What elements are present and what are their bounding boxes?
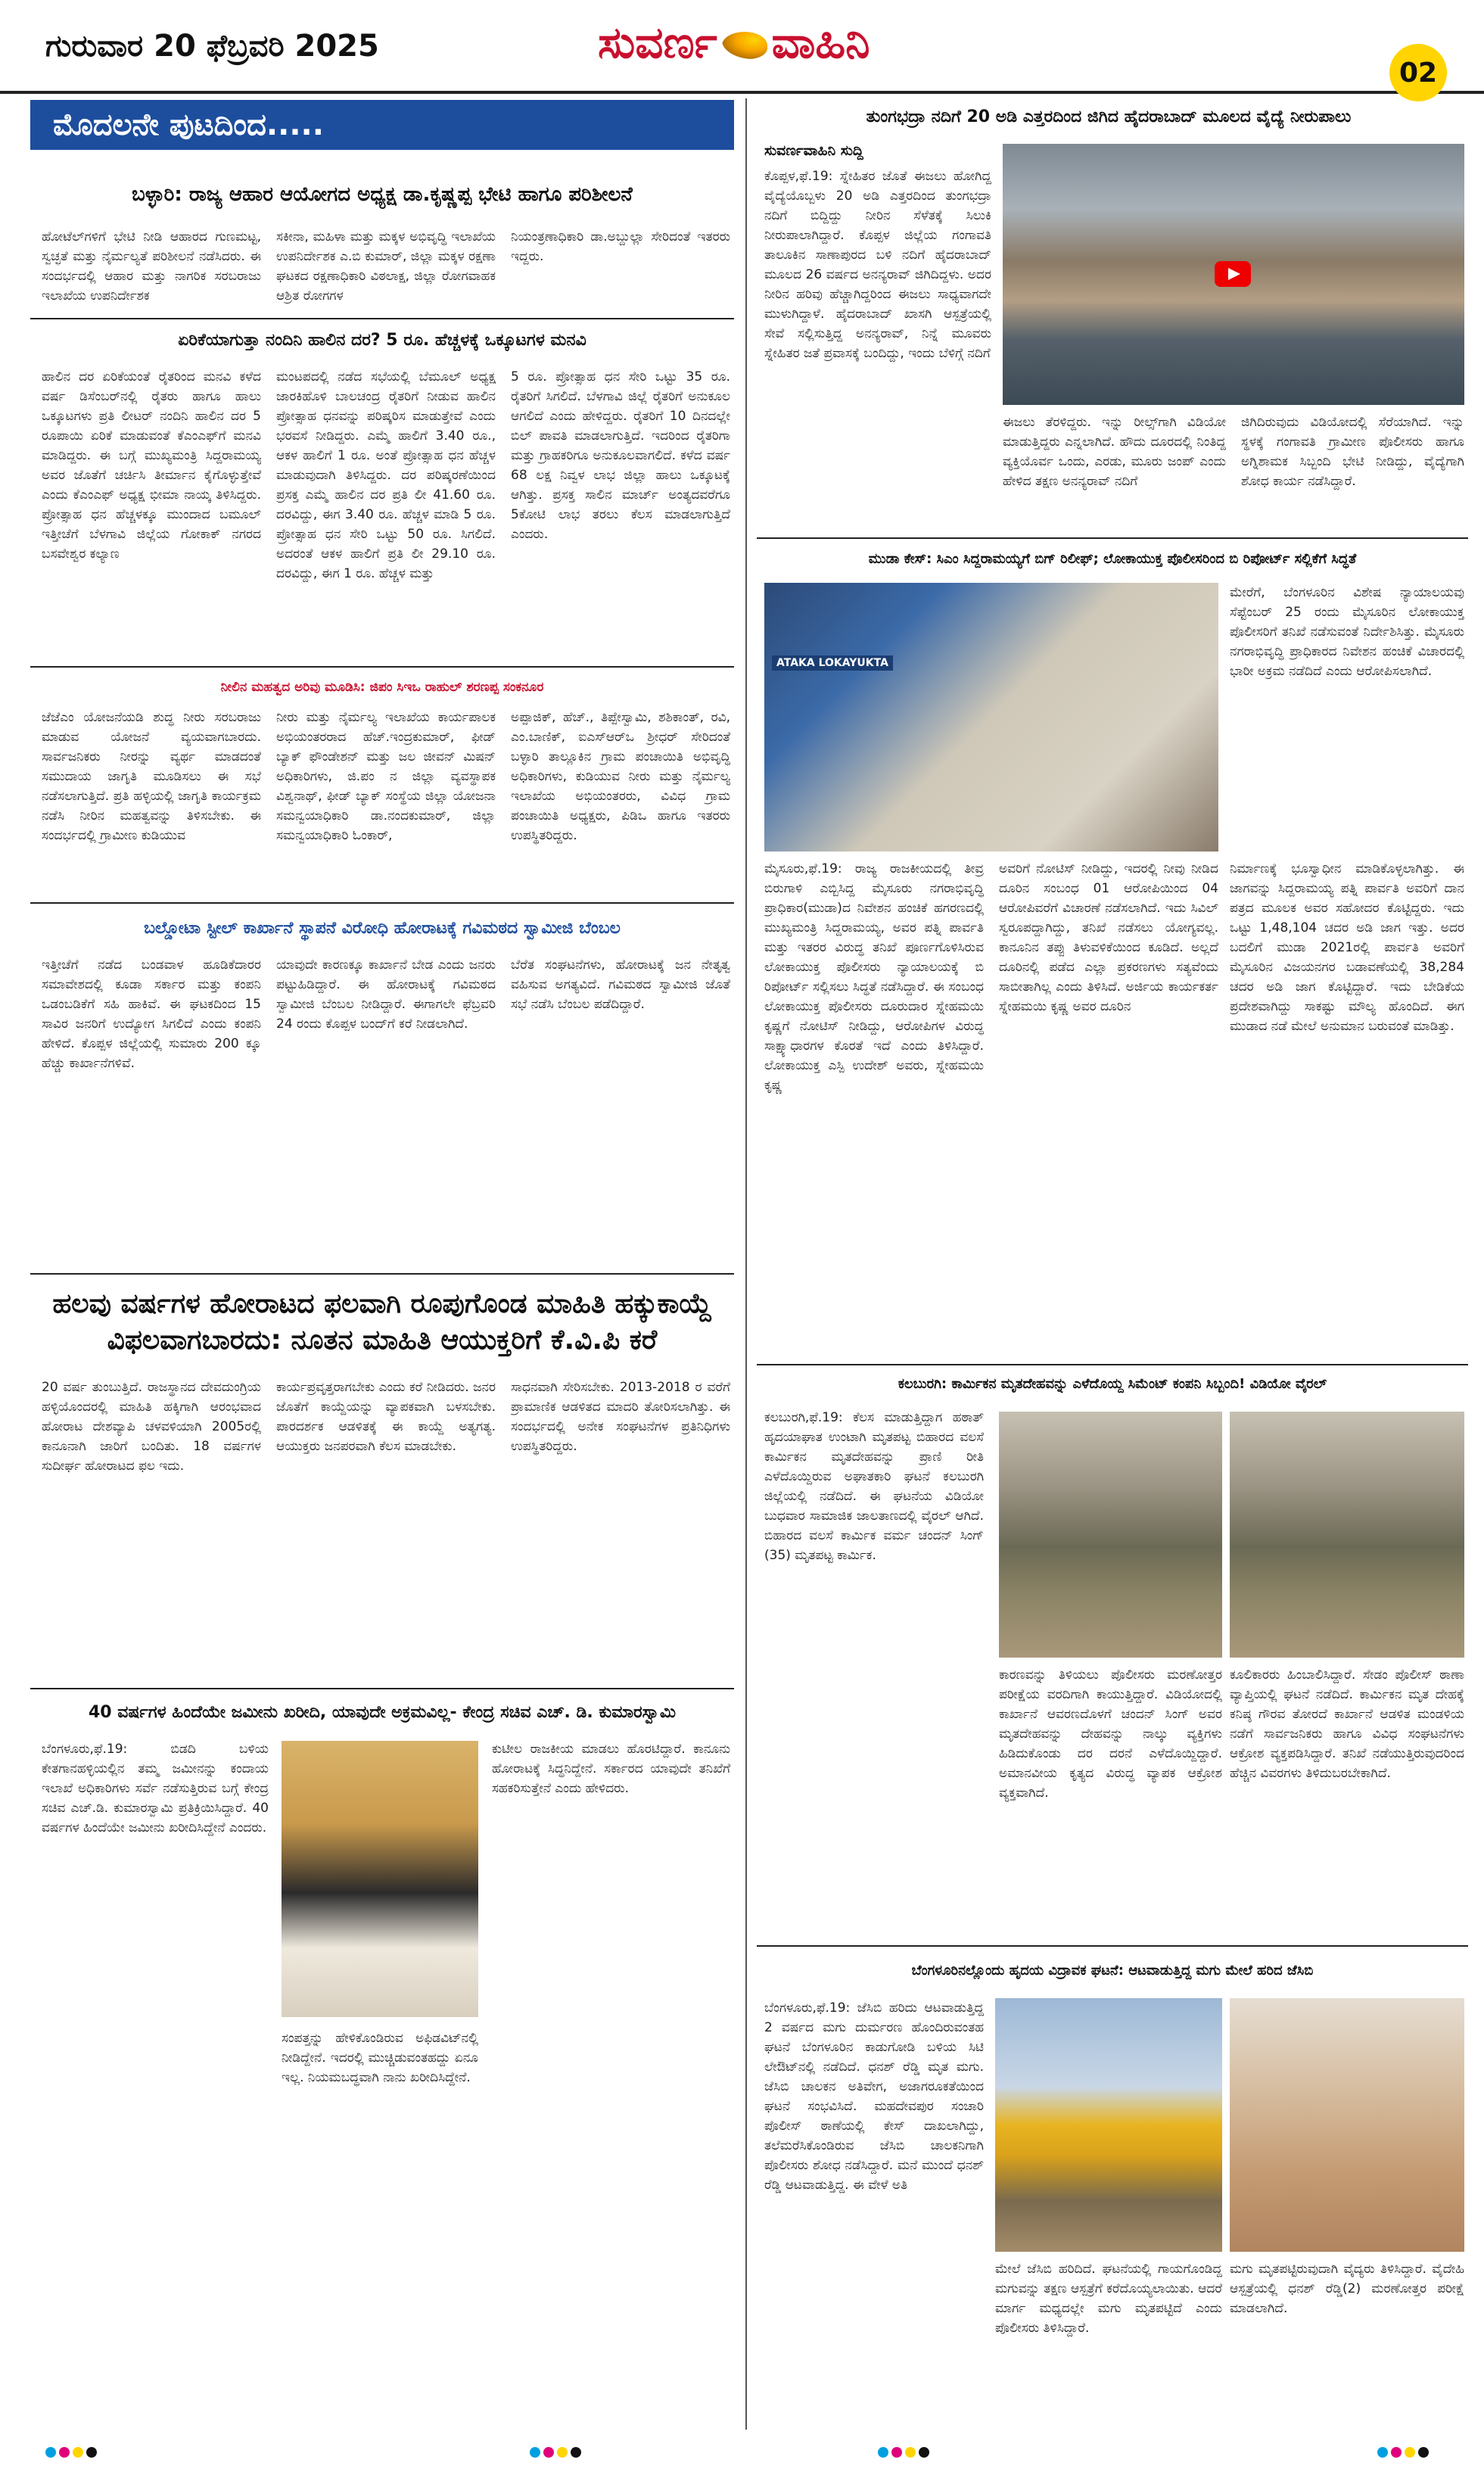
water-col-1: ಜೆಜೆಎಂ ಯೋಜನೆಯಡಿ ಶುದ್ಧ ನೀರು ಸರಬರಾಜು ಮಾಡುವ ಯೋಜನೆ ವ್ಯಯವಾಗಬಾರದು. ಸಾರ್ವಜನಿಕರು ನೀರನ್ನು ವ್ಯರ್ಥ ಮಾಡದಂತೆ ಸಮುದಾಯ ಜಾಗೃತಿ ಮೂಡಿಸಲು ಈ ಸಭೆ ನಡೆಸಲಾಗುತ್ತಿದೆ. ಪ್ರತಿ ಹಳ್ಳಿಯಲ್ಲಿ ಜಾಗೃತಿ ಕಾರ್ಯಕ್ರಮ ನಡೆಸಿ ನೀರಿನ ಮಹತ್ವವನ್ನು ತಿಳಿಸಬೇಕು. ಈ ಸಂದರ್ಭದಲ್ಲಿ ಗ್ರಾಮೀಣ ಕುಡಿಯುವ xyxy=(42,710,261,843)
river-jump-photo xyxy=(1003,144,1464,405)
page-number-badge: 02 xyxy=(1389,44,1447,101)
milk-col-3: 5 ರೂ. ಪ್ರೋತ್ಸಾಹ ಧನ ಸೇರಿ ಒಟ್ಟು 35 ರೂ. ರೈತರಿಗೆ ಸಿಗಲಿದೆ. ಬೆಳಗಾವಿ ಜಿಲ್ಲೆ ರೈತರಿಗೆ ಅನುಕೂಲ ಆಗಲಿದೆ ಎಂದು ಹೇಳಿದ್ದರು. ರೈತರಿಗೆ 10 ದಿನದಲ್ಲೇ ಬಿಲ್ ಪಾವತಿ ಮಾಡಲಾಗುತ್ತಿದೆ. ಇದರಿಂದ ರೈತರಿಗಾ ಮತ್ತು ಗ್ರಾಹಕರಿಗೂ ಅನುಕೂಲವಾಗಲಿದೆ. ಕಳೆದ ವರ್ಷ 68 ಲಕ್ಷ ನಿವ್ವಳ ಲಾಭ ಜಿಲ್ಲಾ ಹಾಲು ಒಕ್ಕೂಟಕ್ಕೆ ಆಗಿತ್ತು. ಪ್ರಸಕ್ತ ಸಾಲಿನ ಮಾರ್ಚ್ ಅಂತ್ಯದವರೆಗೂ 5ಕೋಟಿ ಲಾಭ ತರಲು ಕೆಲಸ ಮಾಡಲಾಗುತ್ತಿದೆ ಎಂದರು. xyxy=(511,369,730,542)
workers-photo-1 xyxy=(999,1412,1222,1658)
hampi-col-2: ಈಜಲು ತೆರಳಿದ್ದರು. ಇನ್ನು ರೀಲ್ಸ್‌ಗಾಗಿ ವಿಡಿಯೋ ಮಾಡುತ್ತಿದ್ದರು ಎನ್ನಲಾಗಿದೆ. ಹೌದು ದೂರದಲ್ಲಿ ನಿಂತಿದ್ದ ವ್ಯಕ್ತಿಯೊರ್ವ ಒಂದು, ಎರಡು, ಮೂರು ಜಂಪ್ ಎಂದು ಹೇಳಿದ ತಕ್ಷಣ ಅನನ್ಯರಾವ್ ನದಿಗೆ xyxy=(1003,415,1226,489)
muda-col-1: ಮೈಸೂರು,ಫೆ.19: ರಾಜ್ಯ ರಾಜಕೀಯದಲ್ಲಿ ತೀವ್ರ ಬಿರುಗಾಳಿ ಎಬ್ಬಿಸಿದ್ದ ಮೈಸೂರು ನಗರಾಭಿವೃದ್ಧಿ ಪ್ರಾಧಿಕಾರ(ಮುಡಾ)ದ ನಿವೇಶನ ಹಂಚಿಕೆ ಹಗರಣದಲ್ಲಿ ಮುಖ್ಯಮಂತ್ರಿ ಸಿದ್ದರಾಮಯ್ಯ, ಅವರ ಪತ್ನಿ ಪಾರ್ವತಿ ಮತ್ತು ಇತರರ ವಿರುದ್ಧ ತನಿಖೆ ಪೂರ್ಣಗೊಳಿಸಿರುವ ಲೋಕಾಯುಕ್ತ ಪೊಲೀಸರು ನ್ಯಾಯಾಲಯಕ್ಕೆ ಬಿ ರಿಪೋರ್ಟ್ ಸಲ್ಲಿಸಲು ಸಿದ್ಧತೆ ನಡೆಸಿದ್ದಾರೆ. ಈ ಸಂಬಂಧ ಲೋಕಾಯುಕ್ತ ಪೊಲೀಸರು ದೂರುದಾರ ಸ್ನೇಹಮಯಿ ಕೃಷ್ಣಗೆ ನೋಟಿಸ್ ನೀಡಿದ್ದು, ಆರೋಪಿಗಳ ವಿರುದ್ಧ ಸಾಕ್ಷ್ಯಾಧಾರಗಳ ಕೊರತೆ ಇದೆ ಎಂದು ತಿಳಿಸಿದ್ದಾರೆ. ಲೋಕಾಯುಕ್ತ ಎಸ್ಪಿ ಉದೇಶ್ ಅವರು, ಸ್ನೇಹಮಯಿ ಕೃಷ್ಣ xyxy=(764,861,984,1093)
steel-headline: ಬಲ್ಡೋಟಾ ಸ್ಟೀಲ್ ಕಾರ್ಖಾನೆ ಸ್ಥಾಪನೆ ವಿರೋಧಿ ಹೋರಾಟಕ್ಕೆ ಗವಿಮಠದ ಸ್ವಾಮೀಜಿ ಬೆಂಬಲ xyxy=(144,919,621,938)
hdk-col-1: ಬೆಂಗಳೂರು,ಫೆ.19: ಬಿಡದಿ ಬಳಿಯ ಕೇತಗಾನಹಳ್ಳಿಯಲ್ಲಿನ ತಮ್ಮ ಜಮೀನನ್ನು ಕಂದಾಯ ಇಲಾಖೆ ಅಧಿಕಾರಿಗಳು ಸರ್ವೆ ನಡೆಸುತ್ತಿರುವ ಬಗ್ಗೆ ಕೇಂದ್ರ ಸಚಿವ ಎಚ್.ಡಿ. ಕುಮಾರಸ್ವಾಮಿ ಪ್ರತಿಕ್ರಿಯಿಸಿದ್ದಾರೆ. 40 ವರ್ಷಗಳ ಹಿಂದೆಯೇ ಜಮೀನು ಖರೀದಿಸಿದ್ದೇನೆ ಎಂದರು. xyxy=(42,1742,269,1835)
muda-headline: ಮುಡಾ ಕೇಸ್: ಸಿಎಂ ಸಿದ್ದರಾಮಯ್ಯಗೆ ಬಿಗ್ ರಿಲೀಫ್; ಲೋಕಾಯುಕ್ತ ಪೊಲೀಸರಿಂದ ಬಿ ರಿಪೋರ್ಟ್ ಸಲ್ಲಿಕೆಗೆ ಸಿದ್ಧತೆ xyxy=(868,551,1357,567)
hdk-col-3: ಕುಟೀಲ ರಾಜಕೀಯ ಮಾಡಲು ಹೊರಟಿದ್ದಾರೆ. ಕಾನೂನು ಹೋರಾಟಕ್ಕೆ ಸಿದ್ಧನಿದ್ದೇನೆ. ಸರ್ಕಾರದ ಯಾವುದೇ ತನಿಖೆಗೆ ಸಹಕರಿಸುತ್ತೇನೆ ಎಂದು ಹೇಳಿದರು. xyxy=(492,1742,730,1796)
milk-headline: ಏರಿಕೆಯಾಗುತ್ತಾ ನಂದಿನಿ ಹಾಲಿನ ದರ? 5 ರೂ. ಹೆಚ್ಚಳಕ್ಕೆ ಒಕ್ಕೂಟಗಳ ಮನವಿ xyxy=(178,331,586,350)
jcb-col-2: ಮೇಲೆ ಜೆಸಿಬಿ ಹರಿದಿದೆ. ಘಟನೆಯಲ್ಲಿ ಗಾಯಗೊಂಡಿದ್ದ ಮಗುವನ್ನು ತಕ್ಷಣ ಆಸ್ಪತ್ರೆಗೆ ಕರೆದೊಯ್ಯಲಾಯಿತು. ಆದರೆ ಮಾರ್ಗ ಮಧ್ಯದಲ್ಲೇ ಮಗು ಮೃತಪಟ್ಟಿದೆ ಎಂದು ಪೊಲೀಸರು ತಿಳಿಸಿದ್ದಾರೆ. xyxy=(995,2262,1222,2336)
rti-headline-1: ಹಲವು ವರ್ಷಗಳ ಹೋರಾಟದ ಫಲವಾಗಿ ರೂಪುಗೊಂಡ ಮಾಹಿತಿ ಹಕ್ಕುಕಾಯ್ದೆ xyxy=(52,1288,712,1319)
steel-col-3: ಬೆರೆತ ಸಂಘಟನೆಗಳು, ಹೋರಾಟಕ್ಕೆ ಜನ ನೇತೃತ್ವ ವಹಿಸುವ ಅಗತ್ಯವಿದೆ. ಗವಿಮಠದ ಸ್ವಾಮೀಜಿ ಜೊತೆ ಸಭೆ ನಡೆಸಿ ಬೆಂಬಲ ಪಡೆದಿದ್ದಾರೆ. xyxy=(511,957,730,1012)
steel-col-1: ಇತ್ತೀಚೆಗೆ ನಡೆದ ಬಂಡವಾಳ ಹೂಡಿಕೆದಾರರ ಸಮಾವೇಶದಲ್ಲಿ ಕೂಡಾ ಸರ್ಕಾರ ಮತ್ತು ಕಂಪನಿ ಒಡಂಬಡಿಕೆಗೆ ಸಹಿ ಹಾಕಿವೆ. ಈ ಘಟಕದಿಂದ 15 ಸಾವಿರ ಜನರಿಗೆ ಉದ್ಯೋಗ ಸಿಗಲಿದೆ ಎಂದು ಕಂಪನಿ ಹೇಳಿದೆ. ಕೊಪ್ಪಳ ಜಿಲ್ಲೆಯಲ್ಲಿ ಸುಮಾರು 200 ಕ್ಕೂ ಹೆಚ್ಚು ಕಾರ್ಖಾನೆಗಳಿವೆ. xyxy=(42,957,261,1071)
water-col-3: ಅಪ್ಪಾಜಿಕ್, ಹೆಚ್., ತಿಪ್ಪೇಸ್ವಾಮಿ, ಶಶಿಕಾಂತ್, ರವಿ, ಎಂ.ಬಾಣಿಕ್, ಐಎಸ್‌ಆರ್‌ಒ ಶ್ರೀಧರ್ ಸೇರಿದಂತೆ ಬಳ್ಳಾರಿ ತಾಲ್ಲೂಕಿನ ಗ್ರಾಮ ಪಂಚಾಯಿತಿ ಅಭಿವೃದ್ಧಿ ಅಧಿಕಾರಿಗಳು, ಕುಡಿಯುವ ನೀರು ಮತ್ತು ನೈರ್ಮಲ್ಯ ಇಲಾಖೆಯ ಅಭಿಯಂತರರು, ವಿವಿಧ ಗ್ರಾಮ ಪಂಚಾಯಿತಿ ಅಧ್ಯಕ್ಷರು, ಪಿಡಿಒ ಹಾಗೂ ಇತರರು ಉಪಸ್ಥಿತರಿದ್ದರು. xyxy=(511,710,730,843)
workers-photo-2 xyxy=(1230,1412,1464,1658)
hdk-headline: 40 ವರ್ಷಗಳ ಹಿಂದೆಯೇ ಜಮೀನು ಖರೀದಿ, ಯಾವುದೇ ಅಕ್ರಮವಿಲ್ಲ- ಕೇಂದ್ರ ಸಚಿವ ಎಚ್. ಡಿ. ಕುಮಾರಸ್ವಾಮಿ xyxy=(88,1703,677,1722)
jcb-photo xyxy=(995,1998,1222,2252)
divider xyxy=(757,1945,1468,1947)
muda-col-3: ನಿರ್ಮಾಣಕ್ಕೆ ಭೂಸ್ವಾಧೀನ ಮಾಡಿಕೊಳ್ಳಲಾಗಿತ್ತು. ಈ ಜಾಗವನ್ನು ಸಿದ್ದರಾಮಯ್ಯ ಪತ್ನಿ ಪಾರ್ವತಿ ಅವರಿಗೆ ದಾನ ಪತ್ರದ ಮೂಲಕ ಅವರ ಸಹೋದರ ಕೊಟ್ಟಿದ್ದರು. ಇದು ಒಟ್ಟು 1,48,104 ಚದರ ಅಡಿ ಜಾಗ ಇತ್ತು. ಅದರ ಬದಲಿಗೆ ಮುಡಾ 2021ರಲ್ಲಿ ಪಾರ್ವತಿ ಅವರಿಗೆ ಮೈಸೂರಿನ ವಿಜಯನಗರ ಬಡಾವಣೆಯಲ್ಲಿ 38,284 ಚದರ ಅಡಿ ಜಾಗ ಕೊಟ್ಟಿದ್ದಾರೆ. ಇದು ಬೇಡಿಕೆಯ ಪ್ರದೇಶವಾಗಿದ್ದು ಸಾಕಷ್ಟು ಮೌಲ್ಯ ಹೊಂದಿದೆ. ಈಗ ಮುಡಾದ ನಡೆ ಮೇಲೆ ಅನುಮಾನ ಬರುವಂತೆ ಮಾಡಿತ್ತು. xyxy=(1230,861,1464,1034)
ballari-col-2: ಸಕೀನಾ, ಮಹಿಳಾ ಮತ್ತು ಮಕ್ಕಳ ಅಭಿವೃದ್ಧಿ ಇಲಾಖೆಯ ಉಪನಿರ್ದೇಶಕ ಎ.ಬಿ ಕುಮಾರ್, ಜಿಲ್ಲಾ ಮಕ್ಕಳ ರಕ್ಷಣಾ ಘಟಕದ ರಕ್ಷಣಾಧಿಕಾರಿ ವಿಠಲಾಕ್ಷ, ಜಿಲ್ಲಾ ರೋಗವಾಹಕ ಆಶ್ರಿತ ರೋಗಗಳ xyxy=(276,229,496,304)
jcb-col-3: ಮಗು ಮೃತಪಟ್ಟಿರುವುದಾಗಿ ವೈದ್ಯರು ತಿಳಿಸಿದ್ದಾರೆ. ವೈದೇಹಿ ಆಸ್ಪತ್ರೆಯಲ್ಲಿ ಧನಶ್ ರೆಡ್ಡಿ(2) ಮರಣೋತ್ತರ ಪರೀಕ್ಷೆ ಮಾಡಲಾಗಿದೆ. xyxy=(1230,2262,1464,2316)
kalaburagi-col-1: ಕಲಬುರಗಿ,ಫೆ.19: ಕೆಲಸ ಮಾಡುತ್ತಿದ್ದಾಗ ಹಠಾತ್ ಹೃದಯಾಘಾತ ಉಂಟಾಗಿ ಮೃತಪಟ್ಟ ಬಿಹಾರದ ವಲಸೆ ಕಾರ್ಮಿಕನ ಮೃತದೇಹವನ್ನು ಪ್ರಾಣಿ ರೀತಿ ಎಳೆದೊಯ್ದಿರುವ ಅಘಾತಕಾರಿ ಘಟನೆ ಕಲಬುರಗಿ ಜಿಲ್ಲೆಯಲ್ಲಿ ನಡೆದಿದೆ. ಈ ಘಟನೆಯ ವಿಡಿಯೋ ಬುಧವಾರ ಸಾಮಾಜಿಕ ಜಾಲತಾಣದಲ್ಲಿ ವೈರಲ್ ಆಗಿದೆ. ಬಿಹಾರದ ವಲಸೆ ಕಾರ್ಮಿಕ ವರ್ಮ ಚಂದನ್ ಸಿಂಗ್ (35) ಮೃತಪಟ್ಟ ಕಾರ್ಮಿಕ. xyxy=(764,1410,984,1563)
hampi-col-1: ಕೊಪ್ಪಳ,ಫೆ.19: ಸ್ನೇಹಿತರ ಜೊತೆ ಈಜಲು ಹೋಗಿದ್ದ ವೈದ್ಯೆಯೊಬ್ಬಳು 20 ಅಡಿ ಎತ್ತರದಿಂದ ತುಂಗಭದ್ರಾ ನದಿಗೆ ಬಿದ್ದಿದ್ದು ನೀರಿನ ಸೆಳೆತಕ್ಕೆ ಸಿಲುಕಿ ನೀರುಪಾಲಾಗಿದ್ದಾರೆ. ಕೊಪ್ಪಳ ಜಿಲ್ಲೆಯ ಗಂಗಾವತಿ ತಾಲೂಕಿನ ಸಾಣಾಪುರದ ಬಳಿ ನದಿಗೆ ಹೈದರಾಬಾದ್ ಮೂಲದ 26 ವರ್ಷದ ಅನನ್ಯರಾವ್ ಜಿಗಿದಿದ್ದಳು. ಅದರ ನೀರಿನ ಹರಿವು ಹೆಚ್ಚಾಗಿದ್ದರಿಂದ ಈಜಲು ಸಾಧ್ಯವಾಗದೇ ಮುಳುಗಿದ್ದಾಳೆ. ಹೈದರಾಬಾದ್ ಖಾಸಗಿ ಆಸ್ಪತ್ರೆಯಲ್ಲಿ ಸೇವೆ ಸಲ್ಲಿಸುತ್ತಿದ್ದ ಅನನ್ಯರಾವ್, ನಿನ್ನೆ ಮೂವರು ಸ್ನೇಹಿತರ ಜತೆ ಪ್ರವಾಸಕ್ಕೆ ಬಂದಿದ್ದು, ಇಂದು ಬೆಳಿಗ್ಗೆ ನದಿಗೆ xyxy=(764,169,991,361)
section-banner: ಮೊದಲನೇ ಪುಟದಿಂದ..... xyxy=(30,100,734,150)
siddaramaiah-photo xyxy=(764,583,1218,852)
rti-col-3: ಸಾಧನವಾಗಿ ಸೇರಿಸಬೇಕು. 2013-2018 ರ ವರೆಗೆ ಪ್ರಾಮಾಣಿಕ ಆಡಳಿತದ ಮಾದರಿ ತೋರಿಸಲಾಗಿತ್ತು. ಈ ಸಂದರ್ಭದಲ್ಲಿ ಅನೇಕ ಸಂಘಟನೆಗಳ ಪ್ರತಿನಿಧಿಗಳು ಉಪಸ್ಥಿತರಿದ್ದರು. xyxy=(511,1380,730,1454)
divider xyxy=(30,666,734,668)
title-part-2: ವಾಹಿನಿ xyxy=(771,17,870,68)
rti-col-1: 20 ವರ್ಷ ತುಂಬುತ್ತಿದೆ. ರಾಜಸ್ಥಾನದ ದೇವದುಂಗ್ರಿಯ ಹಳ್ಳಿಯೊಂದರಲ್ಲಿ ಮಾಹಿತಿ ಹಕ್ಕಿಗಾಗಿ ಆರಂಭವಾದ ಹೋರಾಟ ದೇಶವ್ಯಾಪಿ ಚಳವಳಿಯಾಗಿ 2005ರಲ್ಲಿ ಕಾನೂನಾಗಿ ಜಾರಿಗೆ ಬಂದಿತು. 18 ವರ್ಷಗಳ ಸುದೀರ್ಘ ಹೋರಾಟದ ಫಲ ಇದು. xyxy=(42,1380,261,1474)
kalaburagi-headline: ಕಲಬುರಗಿ: ಕಾರ್ಮಿಕನ ಮೃತದೇಹವನ್ನು ಎಳೆದೊಯ್ದ ಸಿಮೆಂಟ್ ಕಂಪನಿ ಸಿಬ್ಬಂದಿ! ವಿಡಿಯೋ ವೈರಲ್ xyxy=(898,1376,1327,1392)
hampi-headline: ತುಂಗಭದ್ರಾ ನದಿಗೆ 20 ಅಡಿ ಎತ್ತರದಿಂದ ಜಿಗಿದ ಹೈದರಾಬಾದ್ ಮೂಲದ ವೈದ್ಯೆ ನೀರುಪಾಲು xyxy=(866,107,1352,126)
registration-dots-right xyxy=(1377,2446,1432,2461)
divider xyxy=(30,318,734,319)
registration-dots-center-left xyxy=(530,2446,584,2461)
hampi-source: ಸುವರ್ಣವಾಹಿನಿ ಸುದ್ದಿ xyxy=(764,142,863,159)
issue-date: ಗುರುವಾರ 20 ಫೆಬ್ರವರಿ 2025 xyxy=(45,29,379,64)
milk-col-1: ಹಾಲಿನ ದರ ಏರಿಕೆಯಂತೆ ರೈತರಿಂದ ಮನವಿ ಕಳೆದ ವರ್ಷ ಡಿಸೆಂಬರ್‌ನಲ್ಲಿ ರೈತರು ಹಾಗೂ ಹಾಲು ಒಕ್ಕೂಟಗಳು ಪ್ರತಿ ಲೀಟರ್ ನಂದಿನಿ ಹಾಲಿನ ದರ 5 ರೂಪಾಯಿ ಏರಿಕೆ ಮಾಡುವಂತೆ ಕೆಎಂಎಫ್‌ಗೆ ಮನವಿ ಮಾಡಿದ್ದರು. ಈ ಬಗ್ಗೆ ಮುಖ್ಯಮಂತ್ರಿ ಸಿದ್ದರಾಮಯ್ಯ ಅವರ ಜೊತೆಗೆ ಚರ್ಚಿಸಿ ತೀರ್ಮಾನ ಕೈಗೊಳ್ಳುತ್ತೇವೆ ಎಂದು ಕೆಎಂಎಫ್ ಅಧ್ಯಕ್ಷ ಭೀಮಾ ನಾಯ್ಕ ತಿಳಿಸಿದ್ದರು. ಪ್ರೋತ್ಸಾಹ ಧನ ಹೆಚ್ಚಳಕ್ಕೂ ಮುಂದಾದ ಬಮೂಲ್ ಇತ್ತೀಚೆಗೆ ಬೆಳಗಾವಿ ಜಿಲ್ಲೆಯ ಗೋಕಾಕ್ ನಗರದ ಬಸವೇಶ್ವರ ಕಲ್ಯಾಣ xyxy=(42,369,261,562)
registration-dots-left xyxy=(45,2446,100,2461)
muda-top-text: ಮೇರೆಗೆ, ಬೆಂಗಳೂರಿನ ವಿಶೇಷ ನ್ಯಾಯಾಲಯವು ಸೆಪ್ಟೆಂಬರ್ 25 ರಂದು ಮೈಸೂರಿನ ಲೋಕಾಯುಕ್ತ ಪೊಲೀಸರಿಗೆ ತನಿಖೆ ನಡೆಸುವಂತೆ ನಿರ್ದೇಶಿಸಿತ್ತು. ಮೈಸೂರು ನಗರಾಭಿವೃದ್ಧಿ ಪ್ರಾಧಿಕಾರದ ನಿವೇಶನ ಹಂಚಿಕೆ ವಿಚಾರದಲ್ಲಿ ಭಾರೀ ಅಕ್ರಮ ನಡೆದಿದೆ ಎಂದು ಆರೋಪಿಸಲಾಗಿದೆ. xyxy=(1230,585,1464,679)
lokayukta-sign: ATAKA LOKAYUKTA xyxy=(772,655,893,671)
divider xyxy=(30,1688,734,1689)
divider xyxy=(757,537,1468,539)
title-part-1: ಸುವರ್ಣ xyxy=(598,17,717,68)
child-photo xyxy=(1230,1998,1464,2252)
divider xyxy=(757,1364,1468,1365)
steel-col-2: ಯಾವುದೇ ಕಾರಣಕ್ಕೂ ಕಾರ್ಖಾನೆ ಬೇಡ ಎಂದು ಜನರು ಪಟ್ಟುಹಿಡಿದ್ದಾರೆ. ಈ ಹೋರಾಟಕ್ಕೆ ಗವಿಮಠದ ಸ್ವಾಮೀಜಿ ಬೆಂಬಲ ನೀಡಿದ್ದಾರೆ. ಈಗಾಗಲೇ ಫೆಬ್ರವರಿ 24 ರಂದು ಕೊಪ್ಪಳ ಬಂದ್‌ಗೆ ಕರೆ ನೀಡಲಾಗಿದೆ. xyxy=(276,957,496,1032)
rti-headline-2: ವಿಫಲವಾಗಬಾರದು: ನೂತನ ಮಾಹಿತಿ ಆಯುಕ್ತರಿಗೆ ಕೆ.ವಿ.ಪಿ ಕರೆ xyxy=(107,1325,658,1356)
water-headline: ನೀಲಿನ ಮಹತ್ವದ ಅರಿವು ಮೂಡಿಸಿ: ಜಿಪಂ ಸಿಇಒ ರಾಹುಲ್ ಶರಣಪ್ಪ ಸಂಕನೂರ xyxy=(220,680,544,695)
ballari-col-3: ನಿಯಂತ್ರಣಾಧಿಕಾರಿ ಡಾ.ಅಬ್ದುಲ್ಲಾ ಸೇರಿದಂತೆ ಇತರರು ಇದ್ದರು. xyxy=(511,229,730,264)
water-col-2: ನೀರು ಮತ್ತು ನೈರ್ಮಲ್ಯ ಇಲಾಖೆಯ ಕಾರ್ಯಪಾಲಕ ಅಭಿಯಂತರರಾದ ಹೆಚ್.ಇಂದ್ರಕುಮಾರ್, ಫೀಡ್ ಬ್ಯಾಕ್ ಫೌಂಡೇಶನ್ ಮತ್ತು ಜಲ ಜೀವನ್ ಮಿಷನ್ ಅಧಿಕಾರಿಗಳು, ಜಿ.ಪಂ ನ ಜಿಲ್ಲಾ ವ್ಯವಸ್ಥಾಪಕ ವಿಶ್ವನಾಥ್, ಫೀಡ್ ಬ್ಯಾಕ್ ಸಂಸ್ಥೆಯ ಜಿಲ್ಲಾ ಯೋಜನಾ ಸಮನ್ವಯಾಧಿಕಾರಿ ಡಾ.ನಂದಕುಮಾರ್, ಜಿಲ್ಲಾ ಸಮನ್ವಯಾಧಿಕಾರಿ ಓಂಕಾರ್, xyxy=(276,710,496,843)
kalaburagi-col-2: ಕಾರಣವನ್ನು ತಿಳಿಯಲು ಪೊಲೀಸರು ಮರಣೋತ್ತರ ಪರೀಕ್ಷೆಯ ವರದಿಗಾಗಿ ಕಾಯುತ್ತಿದ್ದಾರೆ. ವಿಡಿಯೋದಲ್ಲಿ ಕಾರ್ಖಾನೆ ಆವರಣದೊಳಗೆ ಚಂದನ್ ಸಿಂಗ್ ಅವರ ಮೃತದೇಹವನ್ನು ದೇಹವನ್ನು ನಾಲ್ಕು ವ್ಯಕ್ತಿಗಳು ಹಿಡಿದುಕೊಂಡು ದರ ದರನೆ ಎಳೆದೊಯ್ದಿದ್ದಾರೆ. ಅಮಾನವೀಯ ಕೃತ್ಯದ ವಿರುದ್ಧ ವ್ಯಾಪಕ ಆಕ್ರೋಶ ವ್ಯಕ್ತವಾಗಿದೆ. xyxy=(999,1667,1222,1801)
ballari-headline: ಬಳ್ಳಾರಿ: ರಾಜ್ಯ ಆಹಾರ ಆಯೋಗದ ಅಧ್ಯಕ್ಷ ಡಾ.ಕೃಷ್ಣಪ್ಪ ಭೇಟಿ ಹಾಗೂ ಪರಿಶೀಲನೆ xyxy=(132,183,633,206)
muda-col-2: ಅವರಿಗೆ ನೋಟಿಸ್ ನೀಡಿದ್ದು, ಇದರಲ್ಲಿ ನೀವು ನೀಡಿದ ದೂರಿನ ಸಂಬಂಧ 01 ಆರೋಪಿಯಿಂದ 04 ಆರೋಪಿವರೆಗೆ ವಿಚಾರಣೆ ನಡೆಸಲಾಗಿದೆ. ಇದು ಸಿವಿಲ್ ಸ್ವರೂಪದ್ದಾಗಿದ್ದು, ತನಿಖೆ ನಡೆಸಲು ಯೋಗ್ಯವಲ್ಲ. ಕಾನೂನಿನ ತಪ್ಪು ತಿಳುವಳಿಕೆಯಿಂದ ಕೂಡಿದೆ. ಅಲ್ಲದೆ ದೂರಿನಲ್ಲಿ ಪಡೆದ ಎಲ್ಲಾ ಪ್ರಕರಣಗಳು ಸತ್ಯವೆಂದು ಸಾಬೀತಾಗಿಲ್ಲ ಎಂದು ತಿಳಿಸಿದೆ. ಅರ್ಜಿಯ ಕಾರ್ಯಕರ್ತ ಸ್ನೇಹಮಯಿ ಕೃಷ್ಣ ಅವರ ದೂರಿನ xyxy=(999,861,1218,1014)
kumaraswamy-photo xyxy=(282,1741,478,2017)
masthead xyxy=(0,0,1484,94)
ballari-col-1: ಹೋಟೆಲ್‌ಗಳಿಗೆ ಭೇಟಿ ನೀಡಿ ಆಹಾರದ ಗುಣಮಟ್ಟ, ಸ್ವಚ್ಛತೆ ಮತ್ತು ನೈರ್ಮಲ್ಯತೆ ಪರಿಶೀಲನೆ ನಡೆಸಿದರು. ಈ ಸಂದರ್ಭದಲ್ಲಿ ಆಹಾರ ಮತ್ತು ನಾಗರಿಕ ಸರಬರಾಜು ಇಲಾಖೆಯ ಉಪನಿರ್ದೇಶಕ xyxy=(42,229,261,304)
lamp-logo-icon xyxy=(722,32,767,59)
hampi-col-3: ಜಿಗಿದಿರುವುದು ವಿಡಿಯೋದಲ್ಲಿ ಸೆರೆಯಾಗಿದೆ. ಇನ್ನು ಸ್ಥಳಕ್ಕೆ ಗಂಗಾವತಿ ಗ್ರಾಮೀಣ ಪೊಲೀಸರು ಹಾಗೂ ಅಗ್ನಿಶಾಮಕ ಸಿಬ್ಬಂದಿ ಭೇಟಿ ನೀಡಿದ್ದು, ವೈದ್ಯೆಗಾಗಿ ಶೋಧ ಕಾರ್ಯ ನಡೆಸಿದ್ದಾರೆ. xyxy=(1241,415,1464,489)
divider xyxy=(30,902,734,904)
divider xyxy=(30,1273,734,1275)
video-play-icon[interactable] xyxy=(1215,261,1251,287)
kalaburagi-col-3: ಕೂಲಿಕಾರರು ಹಿಂಬಾಲಿಸಿದ್ದಾರೆ. ಸೇಡಂ ಪೊಲೀಸ್ ಠಾಣಾ ವ್ಯಾಪ್ತಿಯಲ್ಲಿ ಘಟನೆ ನಡೆದಿದೆ. ಕಾರ್ಮಿಕನ ಮೃತ ದೇಹಕ್ಕೆ ಕನಿಷ್ಠ ಗೌರವ ತೋರದೆ ಕಾರ್ಖಾನೆ ಆಡಳಿತ ಮಂಡಳಿಯ ನಡೆಗೆ ಸಾರ್ವಜನಿಕರು ಹಾಗೂ ವಿವಿಧ ಸಂಘಟನೆಗಳು ಆಕ್ರೋಶ ವ್ಯಕ್ತಪಡಿಸಿದ್ದಾರೆ. ತನಿಖೆ ನಡೆಯುತ್ತಿರುವುದರಿಂದ ಹೆಚ್ಚಿನ ವಿವರಗಳು ತಿಳಿದುಬರಬೇಕಾಗಿದೆ. xyxy=(1230,1667,1464,1781)
newspaper-title xyxy=(598,17,870,69)
hdk-col-2: ಸಂಪತ್ತನ್ನು ಹೇಳಿಕೊಂಡಿರುವ ಅಫಿಡವಿಟ್‌ನಲ್ಲಿ ನೀಡಿದ್ದೇನೆ. ಇದರಲ್ಲಿ ಮುಚ್ಚಿಡುವಂತಹದ್ದು ಏನೂ ಇಲ್ಲ. ನಿಯಮಬದ್ಧವಾಗಿ ನಾನು ಖರೀದಿಸಿದ್ದೇನೆ. xyxy=(282,2031,478,2085)
milk-col-2: ಮಂಟಪದಲ್ಲಿ ನಡೆದ ಸಭೆಯಲ್ಲಿ ಬೆಮೂಲ್ ಅಧ್ಯಕ್ಷ ಜಾರಕಿಹೊಳಿ ಬಾಲಚಂದ್ರ ರೈತರಿಗೆ ನೀಡುವ ಹಾಲಿನ ಪ್ರೋತ್ಸಾಹ ಧನವನ್ನು ಪರಿಷ್ಕರಿಸ ಮಾಡುತ್ತೇವೆ ಎಂದು ಭರವಸೆ ನೀಡಿದ್ದರು. ಎಮ್ಮೆ ಹಾಲಿಗೆ 3.40 ರೂ., ಆಕಳ ಹಾಲಿಗೆ 1 ರೂ. ಅಂತೆ ಪ್ರೋತ್ಸಾಹ ಧನ ಹೆಚ್ಚಳ ಮಾಡುವುದಾಗಿ ತಿಳಿಸಿದ್ದರು. ದರ ಪರಿಷ್ಕರಣೆಯಿಂದ ಪ್ರಸಕ್ತ ಎಮ್ಮೆ ಹಾಲಿನ ದರ ಪ್ರತಿ ಲೀ 41.60 ರೂ. ದರವಿದ್ದು, ಈಗ 3.40 ರೂ. ಹೆಚ್ಚಳ ಮಾಡಿ 5 ರೂ. ಪ್ರೋತ್ಸಾಹ ಧನ ಸೇರಿ ಒಟ್ಟು 50 ರೂ. ಸಿಗಲಿದೆ. ಅದರಂತೆ ಆಕಳ ಹಾಲಿಗೆ ಪ್ರತಿ ಲೀ 29.10 ರೂ. ದರವಿದ್ದು, ಈಗ 1 ರೂ. ಹೆಚ್ಚಳ ಮತ್ತು xyxy=(276,369,496,581)
column-divider xyxy=(745,98,747,2430)
jcb-col-1: ಬೆಂಗಳೂರು,ಫೆ.19: ಜೆಸಿಬಿ ಹರಿದು ಆಟವಾಡುತ್ತಿದ್ದ 2 ವರ್ಷದ ಮಗು ದುರ್ಮರಣ ಹೊಂದಿರುವಂತಹ ಘಟನೆ ಬೆಂಗಳೂರಿನ ಕಾಡುಗೋಡಿ ಬಳಿಯ ಸಿಟಿ ಲೇಔಟ್‌ನಲ್ಲಿ ನಡೆದಿದೆ. ಧನಶ್ ರೆಡ್ಡಿ ಮೃತ ಮಗು. ಜೆಸಿಬಿ ಚಾಲಕನ ಅತಿವೇಗ, ಅಜಾಗರೂಕತೆಯಿಂದ ಘಟನೆ ಸಂಭವಿಸಿದೆ. ಮಹದೇವಪುರ ಸಂಚಾರಿ ಪೊಲೀಸ್ ಠಾಣೆಯಲ್ಲಿ ಕೇಸ್ ದಾಖಲಾಗಿದ್ದು, ತಲೆಮರೆಸಿಕೊಂಡಿರುವ ಜೆಸಿಬಿ ಚಾಲಕನಿಗಾಗಿ ಪೊಲೀಸರು ಶೋಧ ನಡೆಸಿದ್ದಾರೆ. ಮನೆ ಮುಂದೆ ಧನಶ್ ರೆಡ್ಡಿ ಆಟವಾಡುತ್ತಿದ್ದ. ಈ ವೇಳೆ ಅತಿ xyxy=(764,2000,984,2193)
rti-col-2: ಕಾರ್ಯಪ್ರವೃತ್ತರಾಗಬೇಕು ಎಂದು ಕರೆ ನೀಡಿದರು. ಜನರ ಜೊತೆಗೆ ಕಾಯ್ದೆಯನ್ನು ವ್ಯಾಪಕವಾಗಿ ಬಳಸಬೇಕು. ಪಾರದರ್ಶಕ ಆಡಳಿತಕ್ಕೆ ಈ ಕಾಯ್ದೆ ಅತ್ಯಗತ್ಯ. ಆಯುಕ್ತರು ಜನಪರವಾಗಿ ಕೆಲಸ ಮಾಡಬೇಕು. xyxy=(276,1380,496,1454)
registration-dots-center-right xyxy=(878,2446,932,2461)
jcb-headline: ಬೆಂಗಳೂರಿನಲ್ಲೊಂದು ಹೃದಯ ವಿದ್ರಾವಕ ಘಟನೆ: ಆಟವಾಡುತ್ತಿದ್ದ ಮಗು ಮೇಲೆ ಹರಿದ ಜೆಸಿಬಿ xyxy=(911,1963,1314,1979)
